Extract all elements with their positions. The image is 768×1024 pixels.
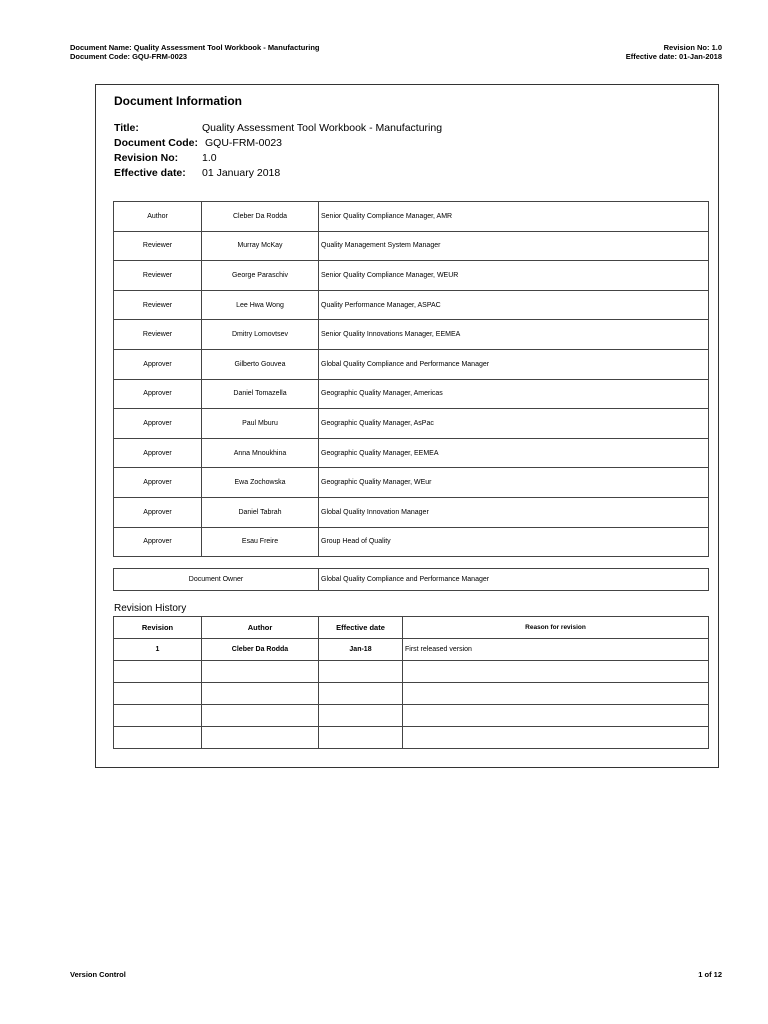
revision-cell xyxy=(114,727,202,749)
position-cell: Geographic Quality Manager, WEur xyxy=(319,468,709,498)
page-number: 1 of 12 xyxy=(698,970,722,979)
position-cell: Geographic Quality Manager, Americas xyxy=(319,379,709,409)
column-header-revision: Revision xyxy=(114,617,202,639)
effective-date-cell xyxy=(319,683,403,705)
position-cell: Global Quality Innovation Manager xyxy=(319,497,709,527)
table-row xyxy=(114,349,709,379)
position-cell: Geographic Quality Manager, EEMEA xyxy=(319,438,709,468)
position-cell: Senior Quality Compliance Manager, WEUR xyxy=(319,261,709,291)
position-cell: Global Quality Compliance and Performance Manager xyxy=(319,349,709,379)
role-cell: Approver xyxy=(114,438,202,468)
table-row xyxy=(114,705,709,727)
table-row xyxy=(114,683,709,705)
revision-cell xyxy=(114,683,202,705)
role-cell: Approver xyxy=(114,349,202,379)
role-cell: Approver xyxy=(114,379,202,409)
name-cell: George Paraschiv xyxy=(202,261,319,291)
effective-date-cell xyxy=(319,727,403,749)
name-cell: Murray McKay xyxy=(202,231,319,261)
role-cell: Approver xyxy=(114,527,202,557)
name-cell: Ewa Zochowska xyxy=(202,468,319,498)
revision-cell: 1 xyxy=(114,639,202,661)
revision-history-title: Revision History xyxy=(114,603,187,614)
author-cell: Cleber Da Rodda xyxy=(202,639,319,661)
position-cell: Quality Performance Manager, ASPAC xyxy=(319,290,709,320)
document-information-heading: Document Information xyxy=(114,94,242,108)
owner-label: Document Owner xyxy=(114,569,319,591)
page-header-left xyxy=(70,43,319,61)
column-header-reason: Reason for revision xyxy=(403,617,709,639)
position-cell: Quality Management System Manager xyxy=(319,231,709,261)
table-row xyxy=(114,468,709,498)
name-cell: Esau Freire xyxy=(202,527,319,557)
role-cell: Approver xyxy=(114,409,202,439)
role-cell: Reviewer xyxy=(114,231,202,261)
reason-cell xyxy=(403,727,709,749)
effective-date-cell xyxy=(319,661,403,683)
title-value: Quality Assessment Tool Workbook - Manufacturing xyxy=(202,122,443,134)
table-row xyxy=(114,569,709,591)
effective-value: 01 January 2018 xyxy=(202,167,281,179)
role-cell: Reviewer xyxy=(114,320,202,350)
position-cell: Senior Quality Compliance Manager, AMR xyxy=(319,202,709,232)
effective-date-cell: Jan-18 xyxy=(319,639,403,661)
revision-history-table xyxy=(113,616,709,749)
column-header-author: Author xyxy=(202,617,319,639)
author-cell xyxy=(202,683,319,705)
author-cell xyxy=(202,661,319,683)
table-row xyxy=(114,261,709,291)
name-cell: Daniel Tabrah xyxy=(202,497,319,527)
position-cell: Geographic Quality Manager, AsPac xyxy=(319,409,709,439)
effective-date-line: Effective date: 01-Jan-2018 xyxy=(625,52,722,61)
code-label: Document Code: xyxy=(114,137,198,149)
title-label: Title: xyxy=(114,122,139,134)
revision-cell xyxy=(114,661,202,683)
revision-label: Revision No: xyxy=(114,152,179,164)
role-cell: Approver xyxy=(114,497,202,527)
name-cell: Cleber Da Rodda xyxy=(202,202,319,232)
table-row xyxy=(114,661,709,683)
table-row xyxy=(114,438,709,468)
name-cell: Lee Hwa Wong xyxy=(202,290,319,320)
footer-section-label: Version Control xyxy=(70,970,126,979)
document-code-line: Document Code: GQU-FRM-0023 xyxy=(70,52,188,61)
reason-cell xyxy=(403,705,709,727)
author-cell xyxy=(202,705,319,727)
name-cell: Anna Mnoukhina xyxy=(202,438,319,468)
name-cell: Gilberto Gouvea xyxy=(202,349,319,379)
reason-cell xyxy=(403,661,709,683)
revision-value: 1.0 xyxy=(202,152,217,164)
table-row xyxy=(114,727,709,749)
role-cell: Author xyxy=(114,202,202,232)
table-header-row xyxy=(114,617,709,639)
author-cell xyxy=(202,727,319,749)
table-row xyxy=(114,202,709,232)
page-header-right xyxy=(626,43,722,61)
name-cell: Daniel Tomazella xyxy=(202,379,319,409)
table-row xyxy=(114,320,709,350)
position-cell: Senior Quality Innovations Manager, EEMEA xyxy=(319,320,709,350)
effective-date-cell xyxy=(319,705,403,727)
revision-cell xyxy=(114,705,202,727)
name-cell: Dmitry Lomovtsev xyxy=(202,320,319,350)
effective-label: Effective date: xyxy=(114,167,186,179)
role-cell: Reviewer xyxy=(114,261,202,291)
reason-cell: First released version xyxy=(403,639,709,661)
position-cell: Group Head of Quality xyxy=(319,527,709,557)
table-row xyxy=(114,409,709,439)
table-row xyxy=(114,290,709,320)
role-cell: Reviewer xyxy=(114,290,202,320)
document-owner-table xyxy=(113,568,709,591)
owner-value: Global Quality Compliance and Performance Manager xyxy=(319,569,709,591)
revision-line: Revision No: 1.0 xyxy=(663,43,722,52)
reason-cell xyxy=(403,683,709,705)
table-row xyxy=(114,231,709,261)
table-row xyxy=(114,639,709,661)
table-row xyxy=(114,527,709,557)
document-name-line: Document Name: Quality Assessment Tool Workbook - Manufacturing xyxy=(70,43,320,52)
code-value: GQU-FRM-0023 xyxy=(205,137,283,149)
table-row xyxy=(114,379,709,409)
column-header-effective-date: Effective date xyxy=(319,617,403,639)
name-cell: Paul Mburu xyxy=(202,409,319,439)
table-row xyxy=(114,497,709,527)
role-cell: Approver xyxy=(114,468,202,498)
approvals-table xyxy=(113,201,709,557)
